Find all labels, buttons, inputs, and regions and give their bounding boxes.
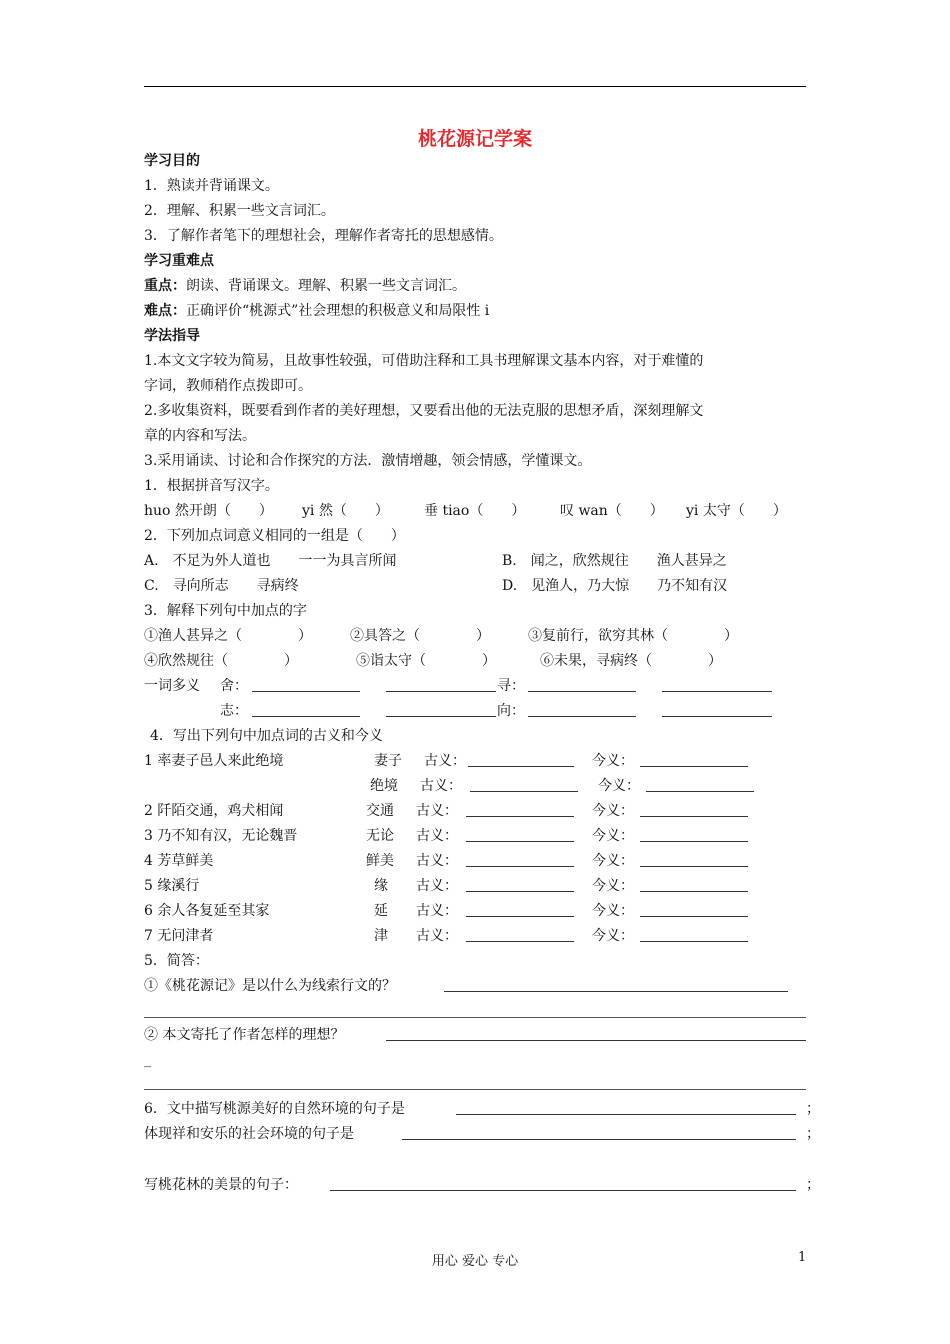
q5-question-b: ② 本文寄托了作者怎样的理想？ (144, 1027, 345, 1043)
poly-zhi-blank-2[interactable] (386, 702, 496, 717)
q2-option-a: A. 不足为外人道也 一一为具言所闻 (144, 553, 397, 569)
q4-ancient-blank-1[interactable] (468, 752, 574, 767)
question-5: 5．简答： (144, 953, 209, 969)
q4-word-2: 绝境 (370, 778, 398, 794)
q4-word-1: 妻子 (374, 753, 402, 769)
method-2a: 2.多收集资料，既要看到作者的美好理想，又要看出他的无法克服的思想矛盾，深刻理解文 (144, 403, 704, 419)
q3-item-4: ④欣然规往（ ） (144, 653, 298, 669)
q3-item-5: ⑤诣太守（ ） (356, 653, 496, 669)
q4-ancient-label-3: 古义： (416, 803, 458, 819)
q4-word-6: 缘 (374, 878, 388, 894)
section-objectives: 学习目的 (144, 153, 200, 169)
q3-item-6: ⑥未果，寻病终（ ） (540, 653, 722, 669)
q4-sentence-5: 4 芳草鲜美 (144, 853, 214, 869)
question-1: 1．根据拼音写汉字。 (144, 478, 279, 494)
q4-modern-label-1: 今义： (592, 753, 634, 769)
poly-xun-blank-1[interactable] (528, 677, 636, 692)
q4-modern-label-2: 今义： (598, 778, 640, 794)
q4-modern-blank-5[interactable] (640, 852, 748, 867)
q4-word-4: 无论 (366, 828, 394, 844)
q6-answer-c-line[interactable] (330, 1176, 796, 1191)
objective-3: 3．了解作者笔下的理想社会，理解作者寄托的思想感情。 (144, 228, 503, 244)
q4-sentence-8: 7 无问津者 (144, 928, 214, 944)
q2-option-d: D. 见渔人，乃大惊 乃不知有汉 (502, 578, 728, 594)
q4-ancient-label-6: 古义： (416, 878, 458, 894)
q4-ancient-blank-5[interactable] (466, 852, 574, 867)
poly-xun-label: 寻： (497, 678, 525, 694)
q4-modern-blank-1[interactable] (640, 752, 748, 767)
q3-item-3: ③复前行，欲穷其林（ ） (528, 628, 738, 644)
method-3: 3.采用诵读、讨论和合作探究的方法．激情增趣，领会情感，学懂课文。 (144, 453, 592, 469)
objective-1: 1．熟读并背诵课文。 (144, 178, 279, 194)
poly-she-blank-1[interactable] (252, 677, 360, 692)
q4-sentence-1: 1 率妻子邑人来此绝境 (144, 753, 284, 769)
q4-ancient-blank-3[interactable] (466, 802, 574, 817)
q4-modern-label-7: 今义： (592, 903, 634, 919)
q5-answer-a-line-1[interactable] (444, 977, 788, 992)
q3-item-1: ①渔人甚异之（ ） (144, 628, 312, 644)
q4-sentence-6: 5 缘溪行 (144, 878, 200, 894)
q4-ancient-blank-7[interactable] (466, 902, 574, 917)
q2-option-b: B. 闻之，欣然规往 渔人甚异之 (502, 553, 727, 569)
poly-she-label: 舍： (220, 678, 248, 694)
q4-ancient-blank-2[interactable] (470, 777, 578, 792)
key-text: 朗读、背诵课文。理解、积累一些文言词汇。 (186, 278, 466, 294)
pinyin-item-1: huo 然开朗（ ） (144, 503, 273, 519)
q4-modern-label-3: 今义： (592, 803, 634, 819)
q6-question-c: 写桃花林的美景的句子： (144, 1177, 298, 1193)
q5-answer-b-dash: _ (144, 1052, 151, 1068)
key-point (144, 276, 466, 296)
q6-semicolon-b: ； (806, 1126, 820, 1142)
q5-question-a: ①《桃花源记》是以什么为线索行文的？ (144, 978, 396, 994)
q6-question-b: 体现祥和安乐的社会环境的句子是 (144, 1126, 354, 1142)
pinyin-item-2: yi 然（ ） (302, 503, 389, 519)
q4-ancient-label-7: 古义： (416, 903, 458, 919)
poly-xiang-label: 向： (497, 703, 525, 719)
q4-modern-label-8: 今义： (592, 928, 634, 944)
question-6: 6．文中描写桃源美好的自然环境的句子是 (144, 1101, 405, 1117)
poly-zhi-blank-1[interactable] (252, 702, 360, 717)
q4-modern-blank-2[interactable] (646, 777, 754, 792)
q4-word-7: 延 (374, 903, 388, 919)
q4-ancient-label-8: 古义： (416, 928, 458, 944)
q4-modern-label-5: 今义： (592, 853, 634, 869)
objective-2: 2．理解、积累一些文言词汇。 (144, 203, 335, 219)
q6-semicolon-c: ； (806, 1177, 820, 1193)
q3-item-2: ②具答之（ ） (350, 628, 490, 644)
q4-ancient-blank-6[interactable] (466, 877, 574, 892)
q5-answer-b-line-2[interactable] (144, 1089, 806, 1090)
q4-ancient-blank-8[interactable] (466, 927, 574, 942)
poly-zhi-label: 志： (220, 703, 248, 719)
q4-sentence-7: 6 余人各复延至其家 (144, 903, 270, 919)
q5-answer-b-line-1[interactable] (386, 1026, 806, 1041)
q4-modern-blank-3[interactable] (640, 802, 748, 817)
page-number: 1 (798, 1250, 807, 1265)
q2-option-c: C. 寻向所志 寻病终 (144, 578, 299, 594)
method-1b: 字词，教师稍作点拨即可。 (144, 378, 312, 394)
question-3: 3．解释下列句中加点的字 (144, 603, 307, 619)
q5-answer-a-line-2[interactable] (144, 1017, 806, 1018)
pinyin-item-4: 叹 wan（ ） (560, 503, 664, 519)
q4-ancient-blank-4[interactable] (466, 827, 574, 842)
q6-semicolon-a: ； (806, 1101, 820, 1117)
question-2: 2．下列加点词意义相同的一组是（ ） (144, 528, 405, 544)
poly-xiang-blank-1[interactable] (528, 702, 636, 717)
pinyin-item-5: yi 太守（ ） (686, 503, 787, 519)
q4-modern-blank-4[interactable] (640, 827, 748, 842)
q4-word-5: 鲜美 (366, 853, 394, 869)
poly-xiang-blank-2[interactable] (662, 702, 772, 717)
page-footer: 用心 爱心 专心 (431, 1254, 519, 1269)
q4-modern-blank-6[interactable] (640, 877, 748, 892)
q4-sentence-3: 2 阡陌交通，鸡犬相闻 (144, 803, 284, 819)
q4-ancient-label-4: 古义： (416, 828, 458, 844)
pinyin-item-3: 垂 tiao（ ） (424, 503, 526, 519)
q4-modern-label-6: 今义： (592, 878, 634, 894)
question-4: 4．写出下列句中加点词的古义和今义 (150, 728, 383, 744)
q6-answer-b-line[interactable] (402, 1125, 796, 1140)
q4-word-3: 交通 (366, 803, 394, 819)
q4-ancient-label-5: 古义： (416, 853, 458, 869)
q4-sentence-4: 3 乃不知有汉，无论魏晋 (144, 828, 298, 844)
q6-answer-a-line[interactable] (456, 1100, 796, 1115)
q4-modern-blank-8[interactable] (640, 927, 748, 942)
page-title: 桃花源记学案 (417, 128, 532, 150)
hard-label: 难点： (144, 303, 186, 319)
hard-text: 正确评价“桃源式”社会理想的积极意义和局限性 i (186, 303, 490, 319)
q4-modern-label-4: 今义： (592, 828, 634, 844)
section-method: 学法指导 (144, 328, 200, 344)
q4-ancient-label-2: 古义： (420, 778, 462, 794)
key-label: 重点： (144, 278, 186, 294)
q4-ancient-label-1: 古义： (424, 753, 466, 769)
poly-xun-blank-2[interactable] (662, 677, 772, 692)
q4-modern-blank-7[interactable] (640, 902, 748, 917)
header-rule (144, 86, 806, 87)
q4-word-8: 津 (374, 928, 388, 944)
section-difficulty: 学习重难点 (144, 253, 214, 269)
poly-she-blank-2[interactable] (386, 677, 496, 692)
method-1a: 1.本文文字较为简易，且故事性较强，可借助注释和工具书理解课文基本内容，对于难懂的 (144, 353, 704, 369)
polysemy-label: 一词多义 (144, 678, 200, 694)
hard-point (144, 301, 489, 321)
method-2b: 章的内容和写法。 (144, 428, 256, 444)
